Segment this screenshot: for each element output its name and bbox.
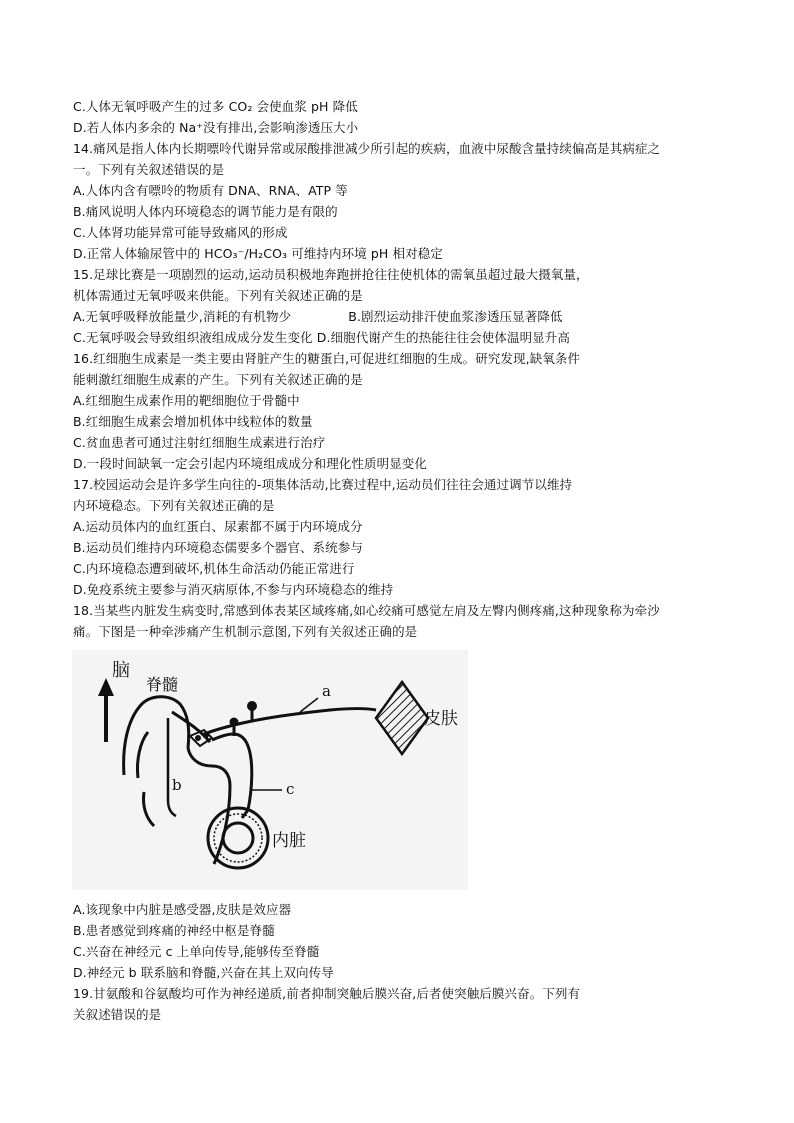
option-b: B.患者感觉到疼痛的神经中枢是脊髓 <box>73 923 275 938</box>
question-19-stem: 19.甘氨酸和谷氨酸均可作为神经递质,前者抑制突触后膜兴奋,后者使突触后膜兴奋。下列有 <box>73 986 581 1001</box>
referred-pain-diagram <box>72 650 468 890</box>
text-line: 一。下列有关叙述错误的是 <box>73 162 225 177</box>
label-b: b <box>172 776 182 794</box>
option-d: D.免疫系统主要参与消灭病原体,不参与内环境稳态的维持 <box>73 582 394 597</box>
text-line: 能刺激红细胞生成素的产生。下列有关叙述正确的是 <box>73 372 363 387</box>
skin-label: 皮肤 <box>424 709 458 729</box>
option-b: B.痛风说明人体内环境稳态的调节能力是有限的 <box>73 204 338 219</box>
question-14-stem: 14.痛风是指人体内长期嘌呤代谢异常或尿酸排泄减少所引起的疾病，血液中尿酸含量持续偏高是其病症之 <box>73 141 661 156</box>
question-17-stem: 17.校园运动会是许多学生向往的-项集体活动,比赛过程中,运动员们往往会通过调节以维持 <box>73 477 573 492</box>
text-line: 内环境稳态。下列有关叙述正确的是 <box>73 498 275 513</box>
cell-body-c <box>230 718 239 727</box>
label-a: a <box>322 682 331 700</box>
text-line: 关叙述错误的是 <box>73 1007 162 1022</box>
option-d: D.神经元 b 联系脑和脊髓,兴奋在其上双向传导 <box>73 965 334 980</box>
question-16-stem: 16.红细胞生成素是一类主要由肾脏产生的糖蛋白,可促进红细胞的生成。研究发现,缺氧条件 <box>73 351 581 366</box>
option-a-b: A.无氧呼吸释放能量少,消耗的有机物少 B.剧烈运动排汗使血浆渗透压显著降低 <box>73 309 563 324</box>
option-a: A.人体内含有嘌呤的物质有 DNA、RNA、ATP 等 <box>73 183 348 198</box>
text-line: D.若人体内多余的 Na⁺没有排出,会影响渗透压大小 <box>73 120 359 135</box>
spinal-cord-label: 脊髓 <box>146 675 179 694</box>
text-line: C.人体无氧呼吸产生的过多 CO₂ 会使血浆 pH 降低 <box>73 99 358 114</box>
option-a: A.该现象中内脏是感受器,皮肤是效应器 <box>73 902 292 917</box>
option-b: B.运动员们维持内环境稳态儒要多个器官、系统参与 <box>73 540 363 555</box>
cell-body-a <box>247 701 257 711</box>
label-c: c <box>286 780 295 798</box>
option-d: D.正常人体输尿管中的 HCO₃⁻/H₂CO₃ 可维持内环境 pH 相对稳定 <box>73 246 443 261</box>
viscera-label: 内脏 <box>272 831 306 851</box>
text-line: 机体需通过无氧呼吸来供能。下列有关叙述正确的是 <box>73 288 363 303</box>
option-a: A.运动员体内的血红蛋白、尿素都不属于内环境成分 <box>73 519 363 534</box>
option-c-d: C.无氧呼吸会导致组织液组成成分发生变化 D.细胞代谢产生的热能往往会使体温明显升高 <box>73 330 570 345</box>
option-c: C.兴奋在神经元 c 上单向传导,能够传至脊髓 <box>73 944 320 959</box>
option-d: D.一段时间缺氧一定会引起内环境组成成分和理化性质明显变化 <box>73 456 427 471</box>
option-c: C.贫血患者可通过注射红细胞生成素进行治疗 <box>73 435 326 450</box>
option-c: C.人体肾功能异常可能导致痛风的形成 <box>73 225 288 240</box>
brain-label: 脑 <box>112 660 130 681</box>
question-18-stem: 18.当某些内脏发生病变时,常感到体表某区域疼痛,如心绞痛可感觉左肩及左臀内侧疼痛,这种现象称为牵沙 <box>73 603 660 618</box>
option-c: C.内环境稳态遭到破坏,机体生命活动仍能正常进行 <box>73 561 355 576</box>
text-line: 痛。下图是一种牵涉痛产生机制示意图,下列有关叙述正确的是 <box>73 624 418 639</box>
question-15-stem: 15.足球比赛是一项剧烈的运动,运动员积极地奔跑拼抢往往使机体的需氧虽超过最大摄氧量， <box>73 267 589 282</box>
option-b: B.红细胞生成素会增加机体中线粒体的数量 <box>73 414 313 429</box>
option-a: A.红细胞生成素作用的靶细胞位于骨髓中 <box>73 393 300 408</box>
